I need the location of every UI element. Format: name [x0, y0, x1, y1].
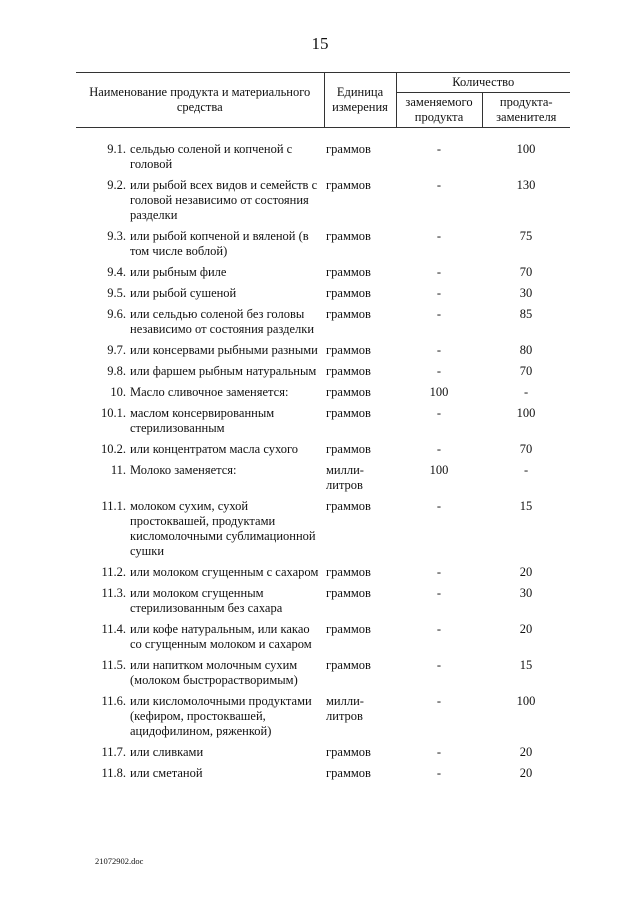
- cell-replaced: -: [436, 745, 442, 759]
- cell-replaced: -: [436, 658, 442, 672]
- cell-num: 11.5.: [101, 658, 126, 672]
- cell-replaced: -: [436, 343, 442, 357]
- table-row: [76, 656, 570, 692]
- cell-replaced: -: [436, 442, 442, 456]
- cell-unit: граммов: [326, 658, 371, 672]
- cell-unit: граммов: [326, 343, 371, 357]
- substitution-table: [76, 72, 570, 785]
- cell-num: 10.2.: [101, 442, 126, 456]
- cell-unit: граммов: [326, 745, 371, 759]
- cell-name: Масло сливочное заменяется:: [130, 385, 289, 399]
- cell-replaced: -: [436, 694, 442, 708]
- header-name: Наименование продукта и материального средства: [76, 73, 324, 128]
- cell-name: маслом консервированным стерилизованным: [130, 406, 275, 435]
- cell-unit: граммов: [326, 142, 371, 156]
- cell-replaced: 100: [429, 385, 449, 399]
- cell-replaced: -: [436, 499, 442, 513]
- table-row: [76, 461, 570, 497]
- cell-name: молоком сухим, сухой простоквашей, продуктами кисломолочными сублимационной сушки: [130, 499, 316, 558]
- cell-replacer: 15: [519, 658, 533, 672]
- cell-replacer: 30: [519, 286, 533, 300]
- cell-replaced: -: [436, 766, 442, 780]
- cell-name: сельдью соленой и копченой с головой: [130, 142, 293, 171]
- cell-unit: граммов: [326, 178, 371, 192]
- cell-unit: граммов: [326, 265, 371, 279]
- table-row: [76, 227, 570, 263]
- cell-num: 11.1.: [101, 499, 126, 513]
- cell-unit: милли-литров: [326, 463, 364, 492]
- cell-replaced: -: [436, 565, 442, 579]
- cell-replacer: 130: [516, 178, 536, 192]
- cell-name: или рыбой всех видов и семейств с головой независимо от состояния разделки: [130, 178, 318, 222]
- cell-num: 11.2.: [101, 565, 126, 579]
- table-row: [76, 497, 570, 563]
- cell-replacer: 100: [516, 406, 536, 420]
- cell-name: или сельдью соленой без головы независимо от состояния разделки: [130, 307, 315, 336]
- table-row: [76, 743, 570, 764]
- cell-num: 10.1.: [101, 406, 126, 420]
- cell-name: или рыбой копченой и вяленой (в том числе воблой): [130, 229, 309, 258]
- cell-name: или молоком сгущенным с сахаром: [130, 565, 319, 579]
- cell-name: или напитком молочным сухим (молоком быстрорастворимым): [130, 658, 298, 687]
- cell-unit: граммов: [326, 364, 371, 378]
- cell-replacer: 30: [519, 586, 533, 600]
- cell-num: 9.6.: [107, 307, 126, 321]
- cell-name: или сливками: [130, 745, 204, 759]
- cell-replaced: -: [436, 406, 442, 420]
- cell-name: или кисломолочными продуктами (кефиром, простоквашей, ацидофилином, ряженкой): [130, 694, 312, 738]
- cell-name: или сметаной: [130, 766, 203, 780]
- cell-replacer: -: [523, 463, 529, 477]
- table-row: [76, 563, 570, 584]
- table-row: [76, 404, 570, 440]
- cell-name: или консервами рыбными разными: [130, 343, 318, 357]
- cell-replacer: 100: [516, 142, 536, 156]
- cell-name: или рыбным филе: [130, 265, 227, 279]
- cell-num: 10.: [110, 385, 126, 399]
- cell-num: 9.2.: [107, 178, 126, 192]
- table-row: [76, 176, 570, 227]
- cell-replaced: -: [436, 307, 442, 321]
- cell-replacer: -: [523, 385, 529, 399]
- cell-num: 11.: [110, 463, 126, 477]
- cell-replacer: 100: [516, 694, 536, 708]
- cell-unit: граммов: [326, 385, 371, 399]
- cell-replacer: 85: [519, 307, 533, 321]
- cell-name: или рыбой сушеной: [130, 286, 237, 300]
- cell-replacer: 75: [519, 229, 533, 243]
- table-row: [76, 764, 570, 785]
- cell-num: 9.8.: [107, 364, 126, 378]
- cell-unit: граммов: [326, 766, 371, 780]
- cell-unit: граммов: [326, 622, 371, 636]
- table-row: [76, 362, 570, 383]
- cell-unit: граммов: [326, 442, 371, 456]
- cell-name: или фаршем рыбным натуральным: [130, 364, 317, 378]
- cell-replaced: 100: [429, 463, 449, 477]
- table-row: [76, 692, 570, 743]
- header-replacer: продукта-заменителя: [482, 93, 570, 128]
- cell-replaced: -: [436, 586, 442, 600]
- cell-name: Молоко заменяется:: [130, 463, 237, 477]
- cell-replacer: 20: [519, 622, 533, 636]
- file-name-footer: 21072902.doc: [95, 856, 144, 866]
- page-number: 15: [311, 34, 329, 53]
- cell-replacer: 70: [519, 442, 533, 456]
- cell-name: или концентратом масла сухого: [130, 442, 299, 456]
- cell-replacer: 70: [519, 364, 533, 378]
- cell-num: 11.3.: [101, 586, 126, 600]
- cell-num: 9.7.: [107, 343, 126, 357]
- table-row: [76, 440, 570, 461]
- cell-num: 11.8.: [101, 766, 126, 780]
- table-row: [76, 620, 570, 656]
- cell-replacer: 20: [519, 565, 533, 579]
- cell-unit: граммов: [326, 406, 371, 420]
- header-replaced: заменяемого продукта: [396, 93, 482, 128]
- cell-num: 11.7.: [101, 745, 126, 759]
- cell-replaced: -: [436, 142, 442, 156]
- cell-unit: граммов: [326, 229, 371, 243]
- cell-replacer: 20: [519, 745, 533, 759]
- table-row: [76, 263, 570, 284]
- cell-name: или кофе натуральным, или какао со сгущенным молоком и сахаром: [130, 622, 312, 651]
- cell-replacer: 15: [519, 499, 533, 513]
- cell-num: 9.4.: [107, 265, 126, 279]
- cell-unit: граммов: [326, 586, 371, 600]
- table-row: [76, 140, 570, 176]
- table-row: [76, 284, 570, 305]
- header-unit: Единица измерения: [324, 73, 396, 128]
- cell-num: 9.3.: [107, 229, 126, 243]
- table-row: [76, 383, 570, 404]
- cell-unit: милли-литров: [326, 694, 364, 723]
- cell-num: 11.6.: [101, 694, 126, 708]
- cell-replaced: -: [436, 178, 442, 192]
- cell-unit: граммов: [326, 499, 371, 513]
- cell-replaced: -: [436, 265, 442, 279]
- cell-replacer: 20: [519, 766, 533, 780]
- cell-unit: граммов: [326, 307, 371, 321]
- cell-replacer: 70: [519, 265, 533, 279]
- cell-unit: граммов: [326, 286, 371, 300]
- cell-replacer: 80: [519, 343, 533, 357]
- cell-name: или молоком сгущенным стерилизованным без сахара: [130, 586, 283, 615]
- table-row: [76, 584, 570, 620]
- cell-unit: граммов: [326, 565, 371, 579]
- cell-num: 9.1.: [107, 142, 126, 156]
- cell-num: 11.4.: [101, 622, 126, 636]
- cell-replaced: -: [436, 364, 442, 378]
- cell-num: 9.5.: [107, 286, 126, 300]
- table-body: [76, 128, 570, 786]
- table-row: [76, 305, 570, 341]
- header-quantity: Количество: [396, 73, 570, 93]
- cell-replaced: -: [436, 286, 442, 300]
- table-row: [76, 341, 570, 362]
- cell-replaced: -: [436, 622, 442, 636]
- cell-replaced: -: [436, 229, 442, 243]
